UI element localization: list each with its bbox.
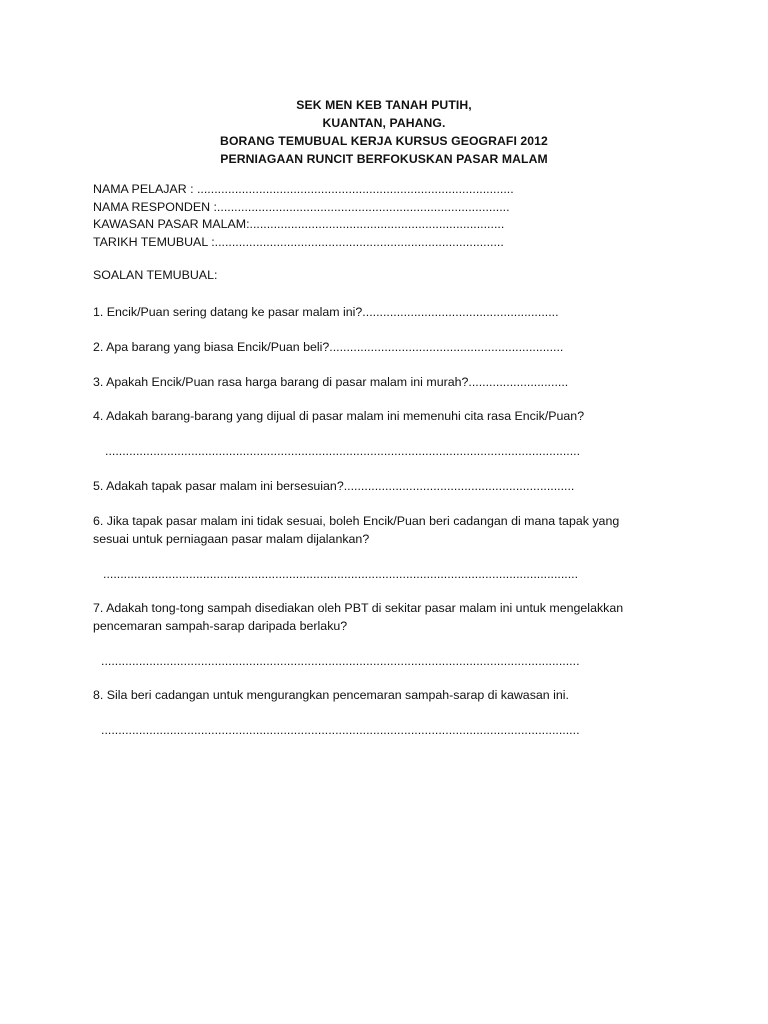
question-7-line-2: pencemaran sampah-sarap daripada berlaku? — [93, 618, 348, 633]
question-5: 5. Adakah tapak pasar malam ini bersesuian?................................................................... — [93, 479, 575, 493]
answer-line-4: .......................................................................................................................................... — [105, 444, 581, 458]
question-3: 3. Apakah Encik/Puan rasa harga barang di pasar malam ini murah?............................. — [93, 375, 569, 389]
field-tarikh-temubual: TARIKH TEMUBUAL :.................................................................................... — [93, 234, 504, 249]
question-2: 2. Apa barang yang biasa Encik/Puan beli?.................................................................... — [93, 340, 564, 354]
form-title: BORANG TEMUBUAL KERJA KURSUS GEOGRAFI 2012 — [220, 134, 548, 148]
school-location: KUANTAN, PAHANG. — [322, 116, 446, 130]
question-1: 1. Encik/Puan sering datang ke pasar malam ini?......................................................... — [93, 305, 559, 319]
question-4: 4. Adakah barang-barang yang dijual di pasar malam ini memenuhi cita rasa Encik/Puan? — [93, 409, 585, 423]
field-kawasan-pasar-malam: KAWASAN PASAR MALAM:.......................................................................... — [93, 217, 505, 231]
question-7-line-1: 7. Adakah tong-tong sampah disediakan oleh PBT di sekitar pasar malam ini untuk mengelakkan — [93, 601, 624, 615]
respondent-fields — [93, 181, 514, 251]
question-6 — [93, 513, 619, 548]
question-8: 8. Sila beri cadangan untuk mengurangkan pencemaran sampah-sarap di kawasan ini. — [93, 688, 569, 702]
document-header — [0, 96, 768, 168]
question-7 — [93, 600, 623, 635]
question-6-line-2: sesuai untuk perniagaan pasar malam dijalankan? — [93, 531, 370, 546]
question-6-line-1: 6. Jika tapak pasar malam ini tidak sesuai, boleh Encik/Puan beri cadangan di mana tapak yang — [93, 514, 620, 528]
school-name: SEK MEN KEB TANAH PUTIH, — [296, 98, 472, 112]
field-nama-responden: NAMA RESPONDEN :..................................................................................... — [93, 199, 510, 214]
soalan-heading: SOALAN TEMUBUAL: — [93, 268, 218, 282]
answer-line-6: .......................................................................................................................................... — [103, 567, 579, 581]
answer-line-8: ........................................................................................................................................... — [101, 723, 580, 737]
answer-line-7: ........................................................................................................................................... — [101, 654, 580, 668]
form-subtitle: PERNIAGAAN RUNCIT BERFOKUSKAN PASAR MALAM — [220, 152, 548, 166]
field-nama-pelajar: NAMA PELAJAR : ............................................................................................ — [93, 182, 514, 196]
